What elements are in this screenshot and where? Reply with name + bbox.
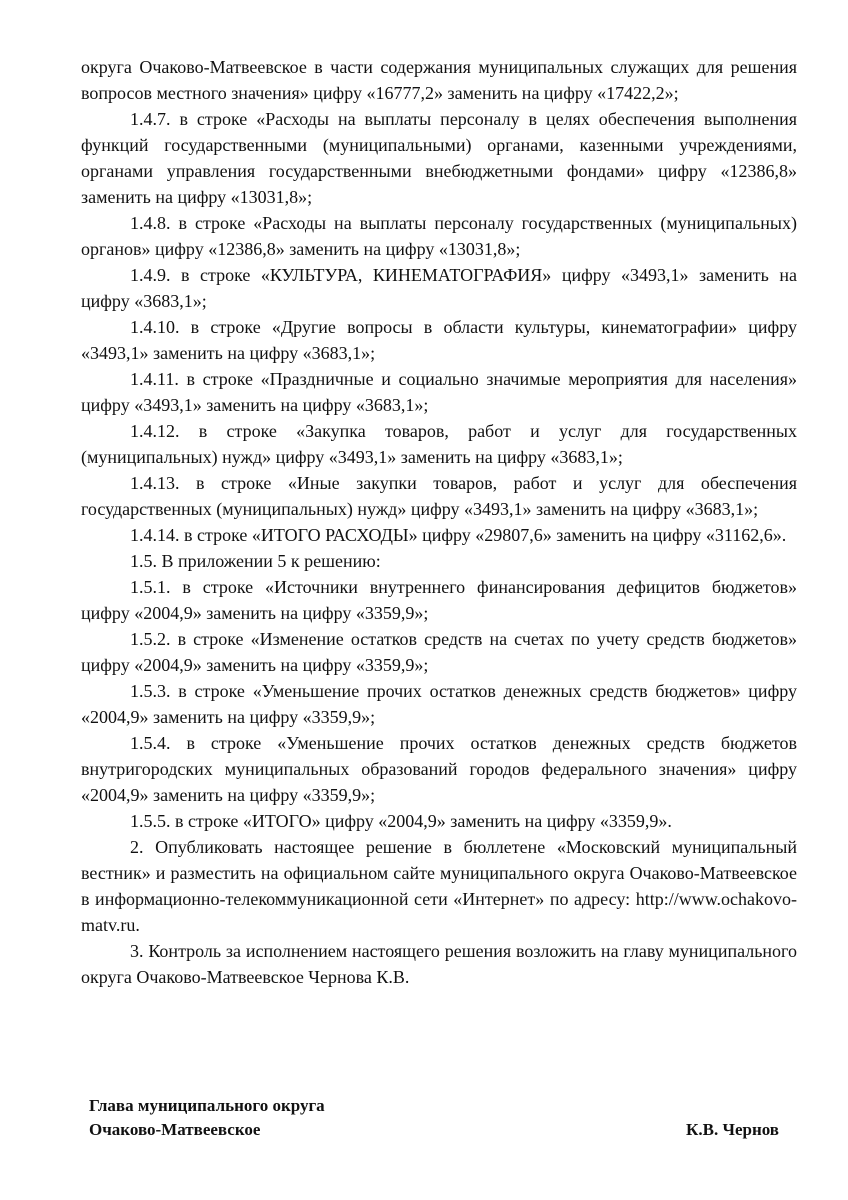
paragraph-1-5-3: 1.5.3. в строке «Уменьшение прочих остатков денежных средств бюджетов» цифру «2004,9» заменить на цифру «3359,9»; bbox=[81, 681, 797, 727]
paragraph-3-control: 3. Контроль за исполнением настоящего решения возложить на главу муниципального округа Очаково-Матвеевское Чернова К.В. bbox=[81, 941, 797, 987]
document-body bbox=[81, 54, 797, 990]
paragraph-1-5: 1.5. В приложении 5 к решению: bbox=[130, 551, 381, 571]
paragraph-1-4-9: 1.4.9. в строке «КУЛЬТУРА, КИНЕМАТОГРАФИЯ» цифру «3493,1» заменить на цифру «3683,1»; bbox=[81, 265, 797, 311]
paragraph-1-5-4: 1.5.4. в строке «Уменьшение прочих остатков денежных средств бюджетов внутригородских муниципальных образований городов федерального значения» цифру «2004,9» заменить на цифру «3359,9»; bbox=[81, 733, 797, 805]
signature-name: К.В. Чернов bbox=[686, 1120, 779, 1139]
paragraph-1-5-5: 1.5.5. в строке «ИТОГО» цифру «2004,9» заменить на цифру «3359,9». bbox=[130, 811, 672, 831]
signature-title-line2: Очаково-Матвеевское bbox=[89, 1120, 261, 1139]
paragraph-1-5-2: 1.5.2. в строке «Изменение остатков средств на счетах по учету средств бюджетов» цифру «2004,9» заменить на цифру «3359,9»; bbox=[81, 629, 797, 675]
paragraph-continuation: округа Очаково-Матвеевское в части содержания муниципальных служащих для решения вопросов местного значения» цифру «16777,2» заменить на цифру «17422,2»; bbox=[81, 57, 797, 103]
signature-title-line1: Глава муниципального округа bbox=[89, 1096, 325, 1115]
signature-block bbox=[89, 1094, 779, 1142]
paragraph-1-4-14: 1.4.14. в строке «ИТОГО РАСХОДЫ» цифру «29807,6» заменить на цифру «31162,6». bbox=[130, 525, 787, 545]
paragraph-1-4-7: 1.4.7. в строке «Расходы на выплаты персоналу в целях обеспечения выполнения функций государственными (муниципальными) органами, казенными учреждениями, органами управления государственными внебюджетными фондами» цифру «12386,8» заменить на цифру «13031,8»; bbox=[81, 109, 797, 207]
paragraph-2-publish: 2. Опубликовать настоящее решение в бюллетене «Московский муниципальный вестник» и разместить на официальном сайте муниципального округа Очаково-Матвеевское в информационно-телекоммуникационной сети «Интернет» по адресу: http://www.ochakovo-matv.ru. bbox=[81, 837, 797, 935]
paragraph-1-4-13: 1.4.13. в строке «Иные закупки товаров, работ и услуг для обеспечения государственных (муниципальных) нужд» цифру «3493,1» заменить на цифру «3683,1»; bbox=[81, 473, 797, 519]
paragraph-1-4-12: 1.4.12. в строке «Закупка товаров, работ и услуг для государственных (муниципальных) нужд» цифру «3493,1» заменить на цифру «3683,1»; bbox=[81, 421, 797, 467]
paragraph-1-4-11: 1.4.11. в строке «Праздничные и социально значимые мероприятия для населения» цифру «3493,1» заменить на цифру «3683,1»; bbox=[81, 369, 797, 415]
paragraph-1-4-10: 1.4.10. в строке «Другие вопросы в области культуры, кинематографии» цифру «3493,1» заменить на цифру «3683,1»; bbox=[81, 317, 797, 363]
paragraph-1-5-1: 1.5.1. в строке «Источники внутреннего финансирования дефицитов бюджетов» цифру «2004,9» заменить на цифру «3359,9»; bbox=[81, 577, 797, 623]
paragraph-1-4-8: 1.4.8. в строке «Расходы на выплаты персоналу государственных (муниципальных) органов» цифру «12386,8» заменить на цифру «13031,8»; bbox=[81, 213, 797, 259]
signature-row bbox=[89, 1118, 779, 1142]
